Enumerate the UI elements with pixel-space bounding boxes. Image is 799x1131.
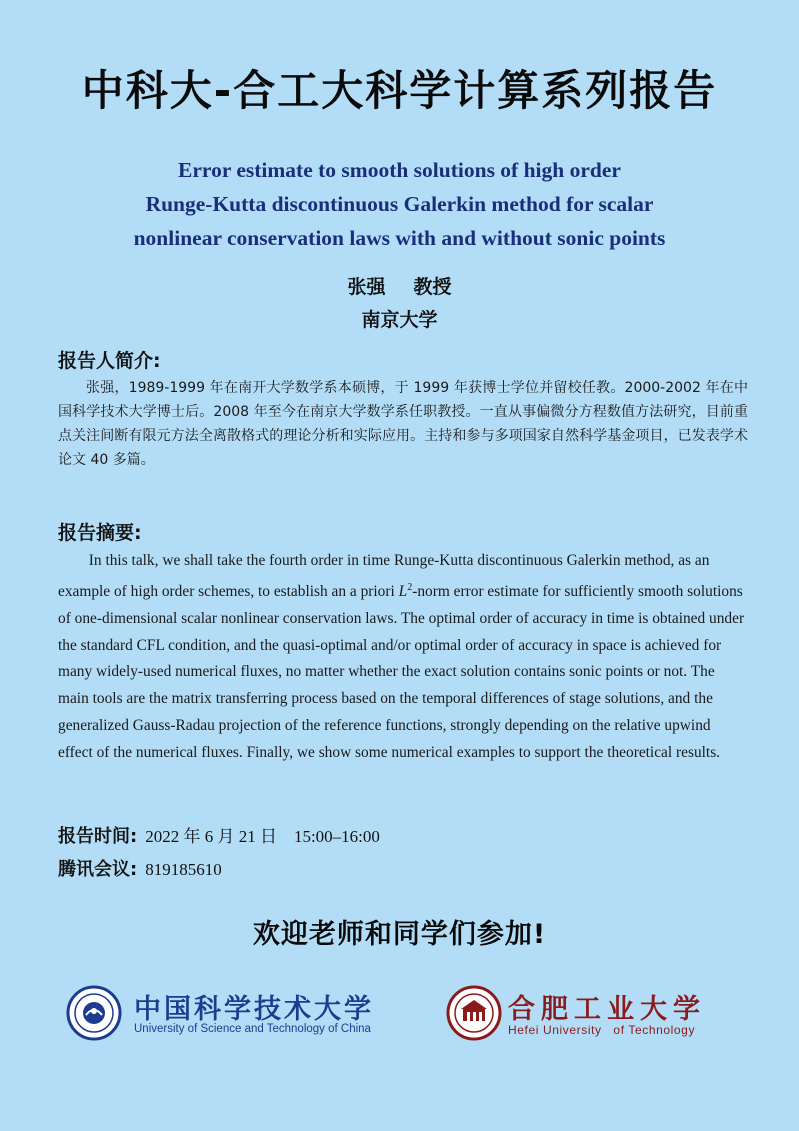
talk-time-value: 2022 年 6 月 21 日 15:00–16:00	[145, 827, 380, 846]
meeting-row	[58, 855, 222, 881]
abstract-text-block	[58, 548, 748, 767]
bio-text-block	[58, 376, 748, 472]
norm-symbol: L	[398, 582, 408, 600]
speaker-name: 张强	[347, 276, 386, 298]
speaker-title: 教授	[413, 276, 452, 298]
meeting-label: 腾讯会议:	[58, 859, 138, 880]
speaker-affiliation: 南京大学	[361, 309, 438, 331]
hfut-name-cn: 合肥工业大学	[508, 994, 706, 1025]
ustc-name-cn: 中国科学技术大学	[134, 994, 374, 1025]
talk-title-line-3: nonlinear conservation laws with and without sonic points	[133, 226, 666, 250]
norm-exponent: 2	[407, 581, 413, 593]
welcome-message: 欢迎老师和同学们参加!	[252, 919, 547, 950]
talk-time-label: 报告时间:	[58, 826, 138, 847]
ustc-name-en: University of Science and Technology of China	[134, 1023, 371, 1035]
meeting-id: 819185610	[145, 860, 222, 879]
abstract-text	[58, 548, 748, 767]
speaker	[0, 272, 799, 299]
talk-title-line-2: Runge-Kutta discontinuous Galerkin method for scalar	[145, 192, 654, 216]
bio-text: 张强，1989-1999 年在南开大学数学系本硕博，于 1999 年获博士学位并留校任教。2000-2002 年在中国科学技术大学博士后。2008 年至今在南京大学数学系任职教授。一直从事偏微分方程数值方法研究，目前重点关注间断有限元方法全离散格式的理论分析和实际应用。主持和参与多项国家自然科学基金项目，已发表学术论文 40 多篇。	[58, 380, 748, 468]
hfut-name-en: Hefei University of Technology	[508, 1023, 696, 1037]
abstract-text-before: In this talk, we shall take the fourth order in time Runge-Kutta discontinuous Galerkin method, as an example of high order schemes, to establish an a priori	[58, 552, 710, 600]
talk-time-row	[58, 822, 380, 848]
ustc-logo	[66, 985, 396, 1045]
series-title: 中科大-合工大科学计算系列报告	[81, 66, 718, 115]
abstract-heading: 报告摘要:	[58, 522, 142, 544]
talk-title-line-1: Error estimate to smooth solutions of high order	[178, 158, 621, 182]
abstract-text-after: -norm error estimate for sufficiently smooth solutions of one-dimensional scalar nonlinear conservation laws. The optimal order of accuracy in time is obtained under the standard CFL condition, and the quasi-optimal and/or optimal order of accuracy in space is achieved for many widely-used numerical fluxes, no matter whether the exact solution contains sonic points or not. The main tools are the matrix transferring process based on the temporal differences of stage solutions, and the generalized Gauss-Radau projection of the reference functions, strongly depending on the relative upwind effect of the numerical fluxes. Finally, we show some numerical examples to support the theoretical results.	[58, 582, 745, 761]
ustc-seal-icon	[66, 985, 122, 1041]
talk-title	[60, 153, 739, 255]
hfut-logo	[446, 985, 736, 1045]
hfut-seal-icon	[446, 985, 502, 1041]
bio-heading: 报告人简介:	[58, 350, 161, 372]
